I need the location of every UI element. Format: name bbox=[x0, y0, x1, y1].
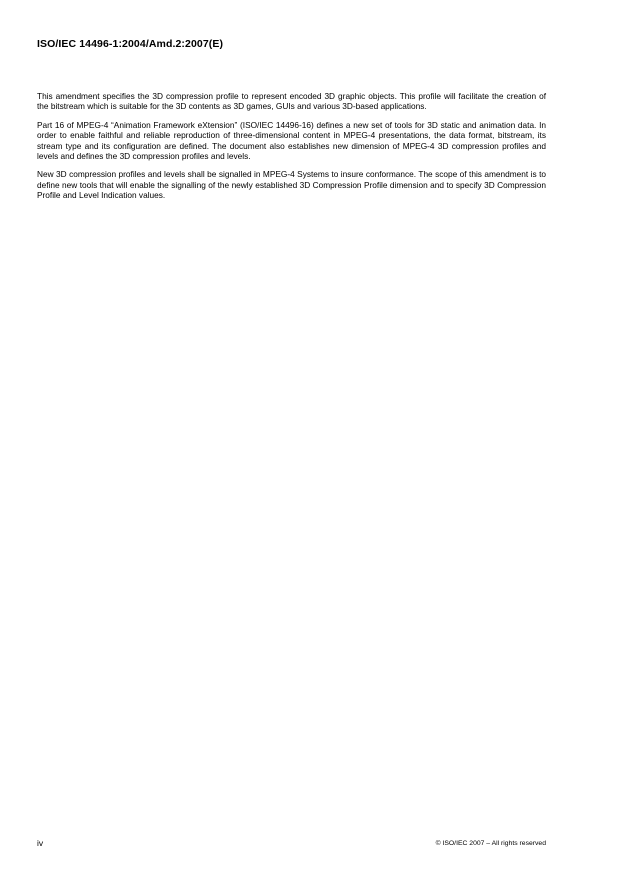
page-number: iv bbox=[37, 838, 44, 848]
body-text bbox=[37, 91, 546, 209]
document-header-title: ISO/IEC 14496-1:2004/Amd.2:2007(E) bbox=[37, 38, 224, 50]
paragraph-3: New 3D compression profiles and levels shall be signalled in MPEG-4 Systems to insure conformance. The scope of this amendment is to define new tools that will enable the signalling of the newly established 3D Compression Profile dimension and to specify 3D Compression Profile and Level Indication values. bbox=[37, 169, 546, 201]
paragraph-1: This amendment specifies the 3D compression profile to represent encoded 3D graphic objects. This profile will facilitate the creation of the bitstream which is suitable for the 3D contents as 3D games, GUIs and various 3D-based applications. bbox=[37, 91, 546, 112]
paragraph-2: Part 16 of MPEG-4 “Animation Framework eXtension” (ISO/IEC 14496-16) defines a new set of tools for 3D static and animation data. In order to enable faithful and reliable reproduction of three-dimensional content in MPEG-4 presentations, the data format, bitstream, its stream type and its configuration are defined. The document also establishes new dimension of MPEG-4 3D compression profiles and levels and defines the 3D compression profiles and levels. bbox=[37, 119, 546, 162]
copyright-notice: © ISO/IEC 2007 – All rights reserved bbox=[435, 840, 546, 847]
